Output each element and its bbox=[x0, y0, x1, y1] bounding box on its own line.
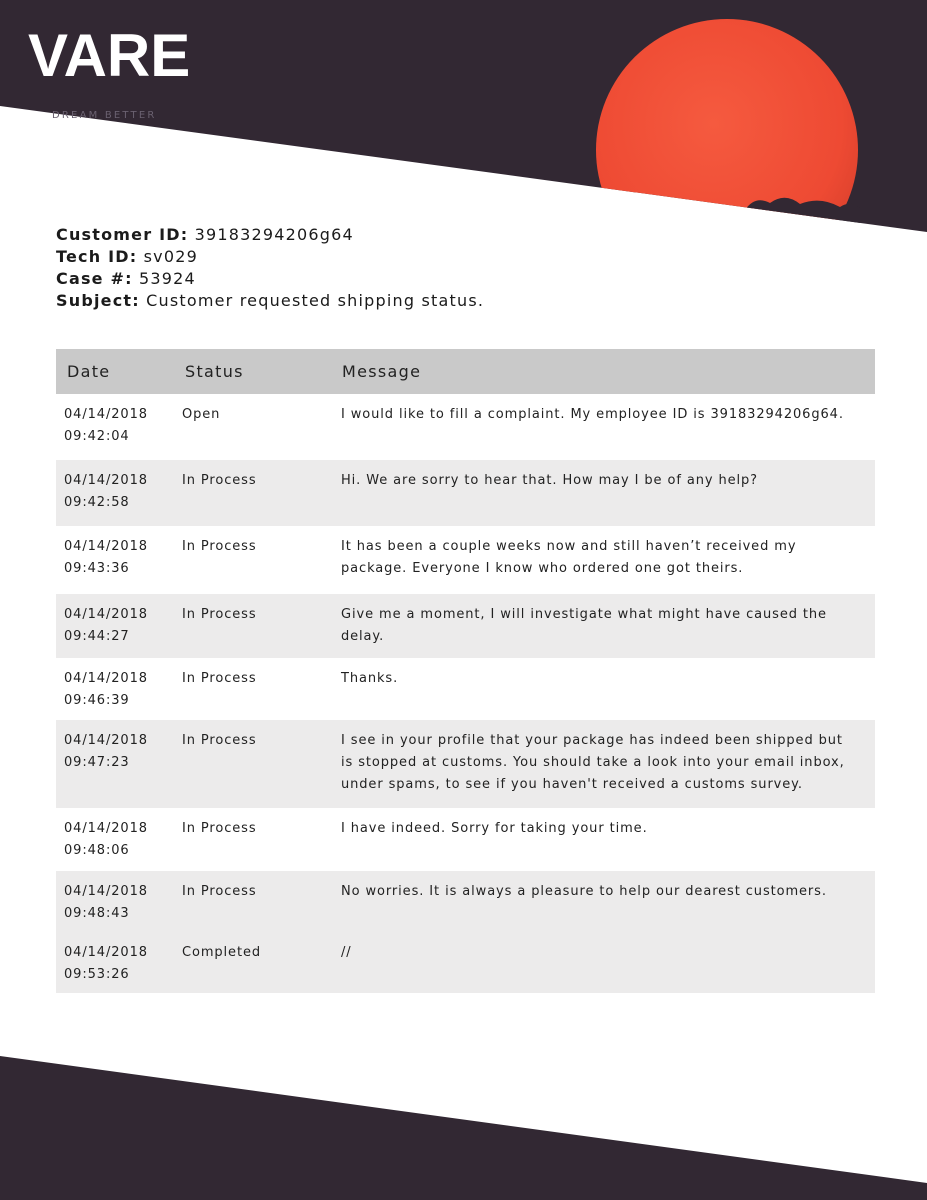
row-datetime bbox=[56, 818, 182, 862]
row-date: 04/14/2018 bbox=[64, 945, 148, 960]
row-time: 09:43:36 bbox=[64, 561, 130, 576]
logo-tagline: DREAM BETTER bbox=[52, 110, 157, 121]
row-date: 04/14/2018 bbox=[64, 473, 148, 488]
case-number-value: 53924 bbox=[139, 269, 196, 288]
row-date: 04/14/2018 bbox=[64, 733, 148, 748]
row-status: In Process bbox=[182, 671, 257, 686]
row-date: 04/14/2018 bbox=[64, 607, 148, 622]
row-datetime bbox=[56, 881, 182, 942]
row-datetime bbox=[56, 604, 182, 648]
row-status: In Process bbox=[182, 539, 257, 554]
row-time: 09:44:27 bbox=[64, 629, 130, 644]
row-date: 04/14/2018 bbox=[64, 884, 148, 899]
logo-wordmark: VARE bbox=[28, 22, 191, 89]
table-row bbox=[56, 808, 875, 871]
row-message: Thanks. bbox=[341, 671, 399, 686]
table-row bbox=[56, 871, 875, 993]
row-date: 04/14/2018 bbox=[64, 821, 148, 836]
row-time: 09:47:23 bbox=[64, 755, 130, 770]
row-datetime bbox=[56, 404, 182, 448]
row-status: Open bbox=[182, 407, 221, 422]
header-message: Message bbox=[342, 362, 422, 381]
row-message: // bbox=[341, 945, 352, 960]
row-time: 09:42:04 bbox=[64, 429, 130, 444]
header-date: Date bbox=[67, 362, 111, 381]
table-row bbox=[56, 526, 875, 594]
row-date: 04/14/2018 bbox=[64, 671, 148, 686]
brand-logo bbox=[28, 22, 191, 121]
row-message: Hi. We are sorry to hear that. How may I be of any help? bbox=[341, 473, 758, 488]
row-group-final bbox=[56, 881, 875, 986]
customer-id-value: 39183294206g64 bbox=[194, 225, 354, 244]
case-number-row bbox=[56, 268, 484, 290]
table-header bbox=[56, 349, 875, 394]
tech-id-row bbox=[56, 246, 484, 268]
table-row bbox=[56, 460, 875, 526]
row-message: I see in your profile that your package has indeed been shipped but is stopped at customs. You should take a look into your email inbox, under spams, to see if you haven't received a customs survey. bbox=[341, 733, 845, 792]
customer-id-row bbox=[56, 224, 484, 246]
row-datetime bbox=[56, 730, 182, 774]
table-row bbox=[56, 658, 875, 720]
row-date: 04/14/2018 bbox=[64, 407, 148, 422]
subject-row bbox=[56, 290, 484, 312]
table-row bbox=[56, 942, 875, 986]
row-time: 09:53:26 bbox=[64, 967, 130, 982]
tech-id-label: Tech ID: bbox=[56, 247, 138, 266]
row-datetime bbox=[56, 470, 182, 514]
subject-label: Subject: bbox=[56, 291, 140, 310]
table-row bbox=[56, 394, 875, 460]
row-status: Completed bbox=[182, 945, 262, 960]
row-time: 09:48:06 bbox=[64, 843, 130, 858]
row-status: In Process bbox=[182, 607, 257, 622]
row-time: 09:42:58 bbox=[64, 495, 130, 510]
case-info bbox=[56, 224, 484, 312]
table-row bbox=[56, 720, 875, 808]
tech-id-value: sv029 bbox=[143, 247, 198, 266]
row-datetime bbox=[56, 536, 182, 580]
row-status: In Process bbox=[182, 884, 257, 899]
table-row bbox=[56, 881, 875, 942]
case-number-label: Case #: bbox=[56, 269, 133, 288]
row-date: 04/14/2018 bbox=[64, 539, 148, 554]
row-status: In Process bbox=[182, 733, 257, 748]
footer-band bbox=[0, 1050, 927, 1200]
row-message: I would like to fill a complaint. My employee ID is 39183294206g64. bbox=[341, 407, 844, 422]
row-time: 09:48:43 bbox=[64, 906, 130, 921]
row-datetime bbox=[56, 942, 182, 986]
row-message: I have indeed. Sorry for taking your time. bbox=[341, 821, 648, 836]
message-log-table bbox=[56, 349, 875, 993]
row-time: 09:46:39 bbox=[64, 693, 130, 708]
customer-id-label: Customer ID: bbox=[56, 225, 189, 244]
row-message: Give me a moment, I will investigate what might have caused the delay. bbox=[341, 607, 827, 644]
row-status: In Process bbox=[182, 821, 257, 836]
row-message: It has been a couple weeks now and still haven’t received my package. Everyone I know who ordered one got theirs. bbox=[341, 539, 797, 576]
table-row bbox=[56, 594, 875, 658]
row-message: No worries. It is always a pleasure to help our dearest customers. bbox=[341, 884, 827, 899]
row-status: In Process bbox=[182, 473, 257, 488]
header-status: Status bbox=[185, 362, 244, 381]
row-datetime bbox=[56, 668, 182, 712]
subject-value: Customer requested shipping status. bbox=[146, 291, 485, 310]
